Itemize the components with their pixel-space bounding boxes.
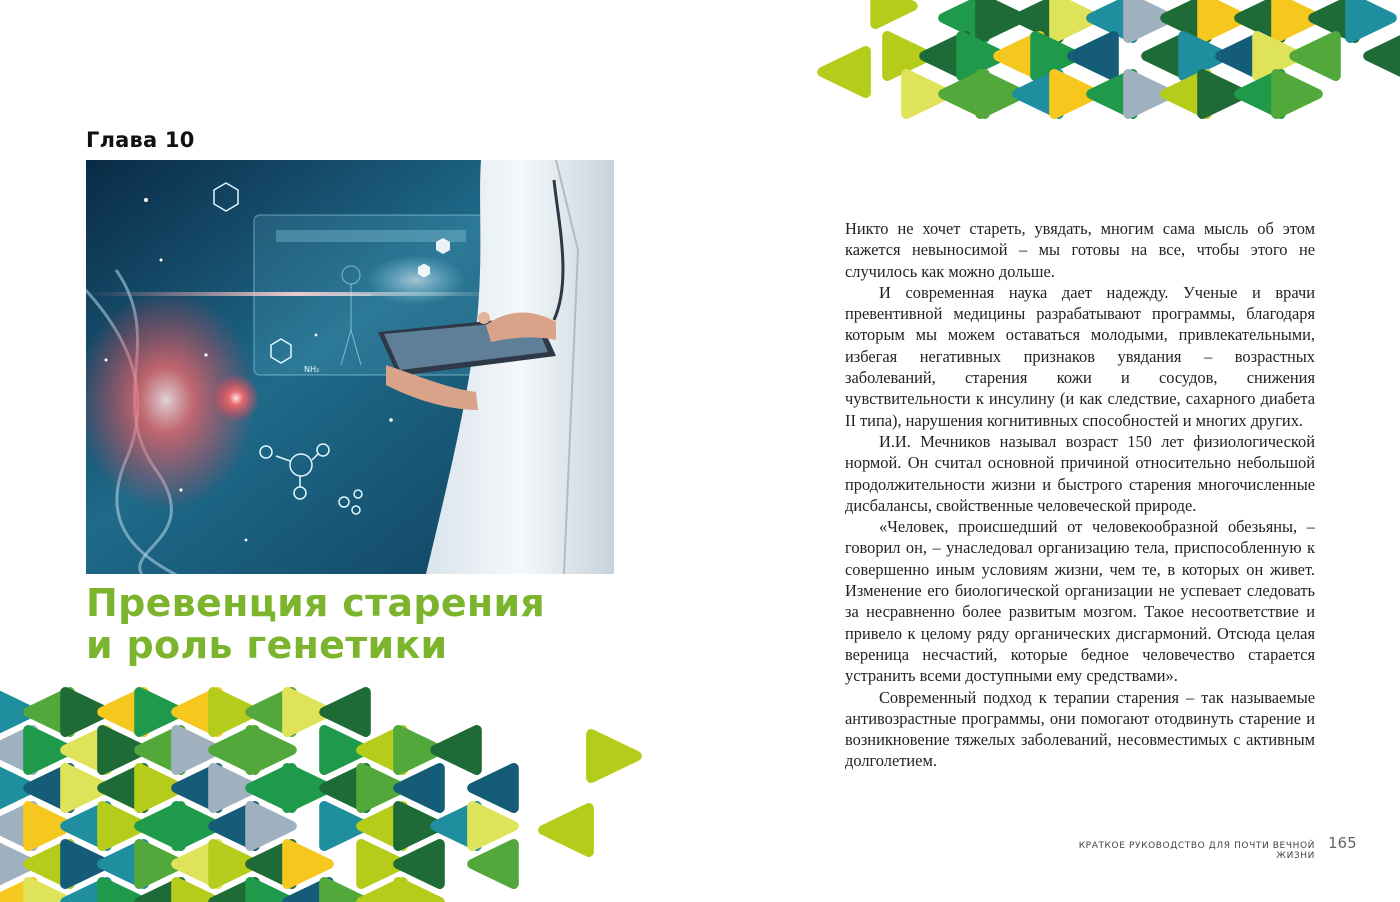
decor-triangle [822,51,866,93]
decor-triangle [472,806,514,846]
decor-triangle [1350,0,1392,38]
paragraph: Современный подход к терапии старения – так называемые антивозрастные программы, они помогают отодвинуть старение и возникновение тяжелых заболеваний, несовместимых с активным долголетием. [845,687,1315,771]
paragraph: И.И. Мечников называл возраст 150 лет физиологической нормой. Он считал основной причиной относительно небольшой продолжительности жизни и быстрого старения многочисленные дисбалансы, свойственные человеческой природе. [845,431,1315,515]
decor-triangle [1072,36,1114,76]
running-footer: КРАТКОЕ РУКОВОДСТВО ДЛЯ ПОЧТИ ВЕЧНОЙ ЖИЗНИ [1078,841,1315,861]
chapter-label: Глава 10 [86,128,195,152]
chapter-photo [86,160,614,574]
decor-triangle [1276,74,1318,114]
decor-triangle [875,0,912,24]
decor-triangle [1368,36,1400,76]
chapter-title-line-1: Превенция старения [86,581,546,625]
chapter-title-line-2: и роль генетики [86,623,448,667]
molecule-label: NH₂ [304,365,320,374]
decor-triangle [591,734,637,778]
decor-triangle [1294,36,1336,76]
chapter-title [86,582,606,666]
paragraph: «Человек, происшедший от человекообразной обезьяны, – говорил он, – унаследовал организацию тела, приспособленную к совершенно иным условиям жизни, чем те, в которых он живет. Изменение его биологической организации не успевает следовать за несравненно более развитым мозгом. Такое несоответствие и привело к целому ряду органических дисгармоний. Отсюда целая вереница несчастий, которые бедное человечество старается устранить всеми доступными ему средствами». [845,517,1315,686]
page-number: 165 [1328,834,1357,852]
paragraph: Никто не хочет стареть, увядать, многим сама мысль об этом кажется невыносимой – мы готовы на все, чтобы этого не случилось как можно дольше. [845,219,1315,281]
decor-triangle [324,692,366,732]
decor-triangle [543,808,589,852]
paragraph: И современная наука дает надежду. Ученые и врачи превентивной медицины разрабатывают программы, благодаря которым мы можем оставаться молодыми, привлекательными, избегая негативных признаков увядания – возрастных заболеваний, старения кожи и сосудов, снижения чувствительности к инсулину (и как следствие, сахарного диабета II типа), нарушения когнитивных способностей и многих других. [845,282,1315,430]
body-text [845,218,1315,772]
right-page [700,0,1400,902]
